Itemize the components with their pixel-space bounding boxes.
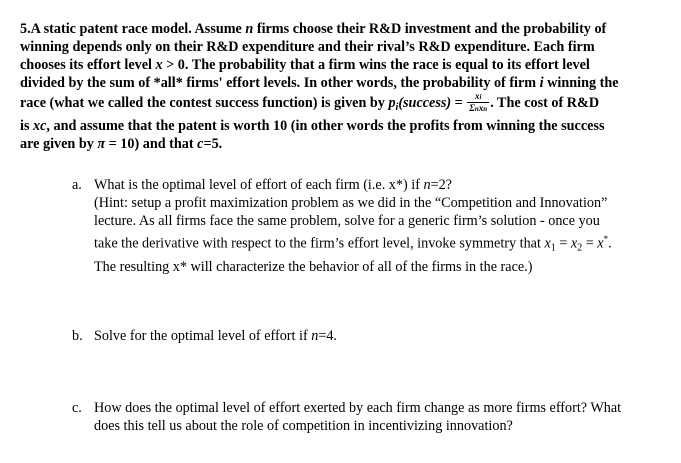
problem-line: chooses its effort level x > 0. The probability that a firm wins the race is equal to its effort level <box>20 57 590 73</box>
problem-line: 5.A static patent race model. Assume n firms choose their R&D investment and the probability of <box>20 21 607 37</box>
part-a-line: What is the optimal level of effort of each firm (i.e. x*) if n=2? <box>94 177 452 193</box>
part-a-line: take the derivative with respect to the firm’s effort level, invoke symmetry that $x_1 = x_2 = x^*$. <box>94 234 612 254</box>
part-a-line: (Hint: setup a profit maximization problem as we did in the “Competition and Innovation” <box>94 195 608 211</box>
question-part-b <box>72 327 662 345</box>
part-a-line: The resulting x* will characterize the behavior of all of the firms in the race.) <box>94 258 533 275</box>
part-a-line: lecture. As all firms face the same problem, solve for a generic firm’s solution - once you <box>94 213 600 229</box>
part-letter: b. <box>72 328 83 344</box>
part-c-line: does this tell us about the role of competition in incentivizing innovation? <box>94 418 513 434</box>
part-letter: c. <box>72 400 82 416</box>
contest-success-fraction: $\frac{xi}{\text{Σnxn}}$ <box>469 91 488 113</box>
problem-line: divided by the sum of *all* firms' effort levels. In other words, the probability of firm i winning the <box>20 75 619 91</box>
problem-line-with-formula: race (what we called the contest success function) is given by $p_i(success)$ = $\frac{xi}{\text{Σnxn}}$ . The cost of R&D <box>20 91 600 113</box>
problem-line: are given by π = 10) and that c=5. <box>20 135 223 152</box>
part-c-line: How does the optimal level of effort exerted by each firm change as more firms effort? What <box>94 400 622 416</box>
problem-line: winning depends only on their R&D expenditure and their rival’s R&D expenditure. Each firm <box>20 39 595 55</box>
question-part-a <box>72 176 662 276</box>
problem-statement <box>20 20 660 153</box>
problem-line: is xc, and assume that the patent is worth 10 (in other words the profits from winning the success <box>20 117 605 134</box>
question-part-c <box>72 399 662 435</box>
part-letter: a. <box>72 177 82 193</box>
part-b-line: Solve for the optimal level of effort if n=4. <box>94 328 337 344</box>
